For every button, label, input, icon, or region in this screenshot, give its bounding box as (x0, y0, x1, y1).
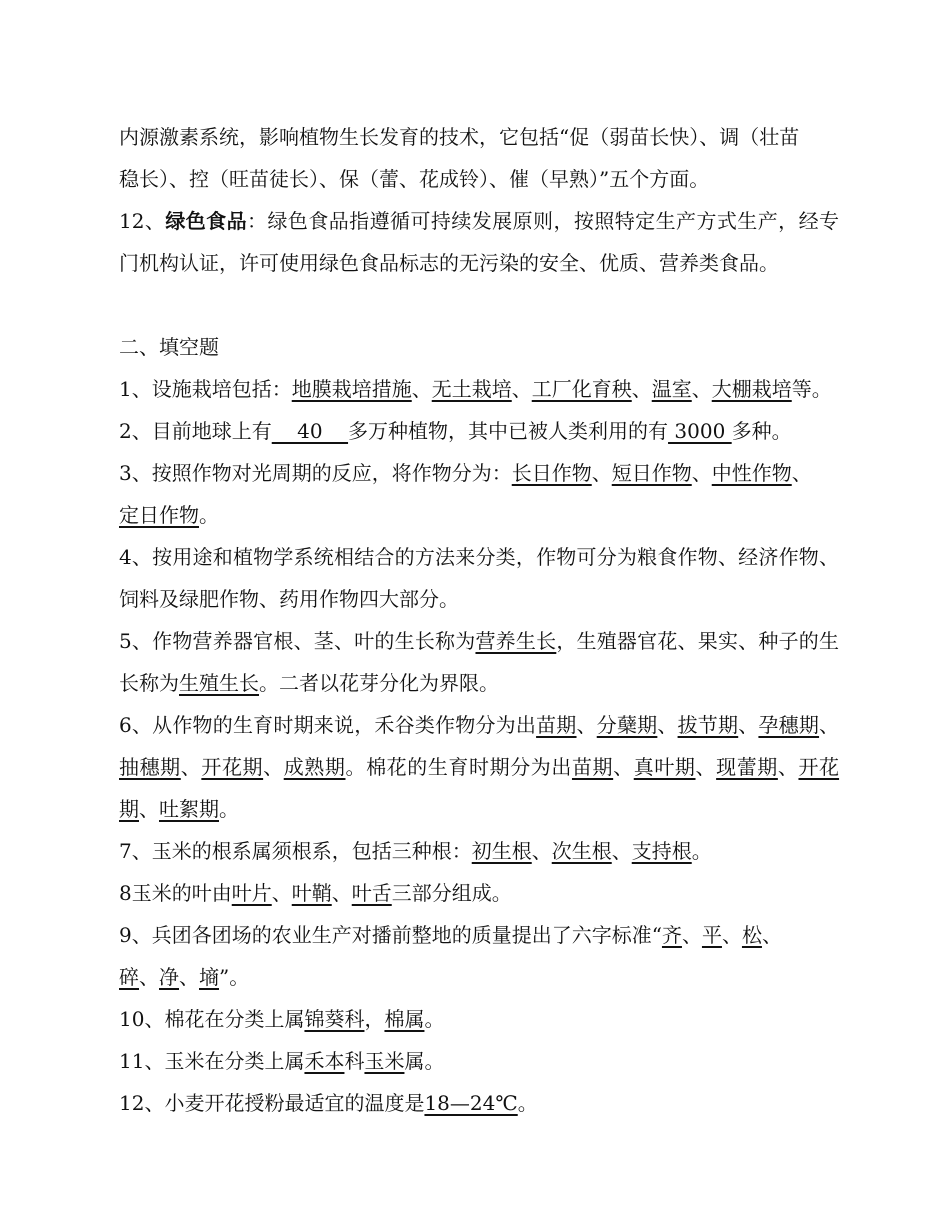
question-text: 2、目前地球上有 (119, 419, 272, 443)
question-text: 。 (199, 503, 219, 527)
question-text: 。 (517, 1091, 538, 1115)
answer-blank: 生殖生长 (179, 671, 259, 695)
separator: 、 (331, 881, 352, 905)
separator: 、 (791, 461, 812, 485)
question-text: 10、棉花在分类上属 (119, 1007, 305, 1031)
answer-blank: 营养生长 (475, 629, 557, 653)
separator: 、 (819, 713, 840, 737)
question-text: 。 (424, 1007, 445, 1031)
answer-blank: 锦葵科 (304, 1007, 365, 1031)
answer-blank: 苗期 (571, 755, 614, 779)
separator: 、 (179, 965, 199, 989)
separator: 、 (139, 797, 159, 821)
answer-blank: 净 (159, 965, 179, 989)
question-text: 9、兵团各团场的农业生产对播前整地的质量提出了六字标准“ (119, 923, 662, 947)
question-text: 三部分组成。 (391, 881, 512, 905)
question-3 (119, 452, 839, 536)
answer-blank: 长日作物 (511, 461, 592, 485)
continued-line-2: 稳长）、控（旺苗徒长）、保（蕾、花成铃）、催（早熟）”五个方面。 (119, 167, 710, 191)
question-text: 。 (691, 839, 712, 863)
separator: 、 (691, 461, 712, 485)
question-6 (119, 704, 839, 830)
question-text: 3、按照作物对光周期的反应，将作物分为： (119, 461, 512, 485)
answer-blank: 碎 (119, 965, 139, 989)
continued-line-1: 内源激素系统，影响植物生长发育的技术，它包括“促（弱苗长快）、调（壮苗 (119, 125, 800, 149)
question-8 (119, 872, 839, 914)
question-5 (119, 620, 839, 704)
question-11 (119, 1040, 839, 1082)
answer-blank: 现蕾期 (716, 755, 778, 779)
answer-blank: 地膜栽培措施 (291, 377, 412, 401)
separator: 、 (531, 839, 552, 863)
answer-blank: 短日作物 (611, 461, 692, 485)
question-7 (119, 830, 839, 872)
question-text: 科 (344, 1049, 365, 1073)
question-text: 。 (219, 797, 239, 821)
question-text: 8玉米的叶由 (119, 881, 232, 905)
question-2 (119, 410, 839, 452)
section-heading: 二、填空题 (119, 335, 219, 359)
question-text: 12、小麦开花授粉最适宜的温度是 (119, 1091, 425, 1115)
separator: 、 (695, 755, 717, 779)
definition-term: 绿色食品 (165, 209, 248, 233)
answer-blank: 温室 (651, 377, 692, 401)
separator: 、 (657, 713, 678, 737)
answer-blank: 无土栽培 (431, 377, 512, 401)
separator: 、 (611, 839, 632, 863)
answer-blank: 孕穗期 (758, 713, 820, 737)
definition-text: 绿色食品指遵循可持续发展原则，按照特定生产方式生产，经专门机构认证，许可使用绿色食品标志的无污染的安全、优质、营养类食品。 (119, 209, 840, 275)
answer-blank: 平 (701, 923, 722, 947)
separator: 、 (263, 755, 284, 779)
answer-blank: 叶鞘 (291, 881, 332, 905)
separator: 、 (777, 755, 799, 779)
separator: 、 (591, 461, 612, 485)
separator: 、 (681, 923, 702, 947)
answer-blank: 吐絮期 (159, 797, 219, 821)
blank-line (119, 284, 839, 326)
answer-blank: 玉米 (364, 1049, 405, 1073)
question-10 (119, 998, 839, 1040)
answer-blank: 成熟期 (283, 755, 346, 779)
question-text: 。二者以花芽分化为界限。 (259, 671, 499, 695)
question-12 (119, 1082, 839, 1124)
answer-blank: 抽穗期 (119, 755, 181, 779)
question-text: 多种。 (731, 419, 792, 443)
separator: 、 (511, 377, 532, 401)
document-body (119, 116, 839, 1124)
answer-blank: 棉属 (384, 1007, 425, 1031)
separator: 、 (411, 377, 432, 401)
answer-blank: 开花期 (201, 755, 264, 779)
question-text: 多万种植物，其中已被人类利用的有 (348, 419, 669, 443)
separator: 、 (139, 965, 159, 989)
question-text: 等。 (791, 377, 832, 401)
question-text: 属。 (404, 1049, 445, 1073)
separator: 、 (576, 713, 597, 737)
separator: ， (364, 1007, 385, 1031)
question-9 (119, 914, 839, 998)
definition-colon: ： (247, 209, 268, 233)
answer-blank: 工厂化育秧 (531, 377, 632, 401)
answer-blank: 初生根 (471, 839, 532, 863)
question-text: 7、玉米的根系属须根系，包括三种根： (119, 839, 472, 863)
answer-blank: 分蘖期 (596, 713, 658, 737)
separator: 、 (631, 377, 652, 401)
question-text: 1、设施栽培包括： (119, 377, 292, 401)
answer-blank: 松 (741, 923, 762, 947)
question-text: 6、从作物的生育时期来说，禾谷类作物分为出 (119, 713, 537, 737)
answer-blank: 墒 (199, 965, 219, 989)
answer-blank: 禾本 (304, 1049, 345, 1073)
separator: 、 (761, 923, 782, 947)
answer-blank: 18—24℃ (424, 1091, 518, 1115)
question-text: ，生殖器官花、果实、种子的生长称为 (119, 629, 840, 695)
answer-blank: 支持根 (631, 839, 692, 863)
answer-blank: 40 (271, 419, 349, 443)
question-4: 4、按用途和植物学系统相结合的方法来分类，作物可分为粮食作物、经济作物、饲料及绿肥作物、药用作物四大部分。 (119, 545, 839, 611)
separator: 、 (271, 881, 292, 905)
separator: 、 (691, 377, 712, 401)
answer-blank: 开花期 (119, 755, 840, 821)
continued-definition (119, 116, 839, 200)
separator: 、 (738, 713, 759, 737)
separator: 、 (613, 755, 634, 779)
answer-blank: 3000 (668, 419, 732, 443)
question-text: ”。 (219, 965, 250, 989)
question-1 (119, 368, 839, 410)
answer-blank: 真叶期 (633, 755, 696, 779)
question-text: 11、玉米在分类上属 (119, 1049, 305, 1073)
answer-blank: 次生根 (551, 839, 612, 863)
answer-blank: 叶片 (231, 881, 272, 905)
separator: 、 (721, 923, 742, 947)
question-text: 5、作物营养器官根、茎、叶的生长称为 (119, 629, 476, 653)
definition-12 (119, 200, 839, 284)
definition-number: 12、 (119, 209, 166, 233)
separator: 、 (180, 755, 202, 779)
answer-blank: 定日作物 (119, 503, 199, 527)
answer-blank: 叶舌 (351, 881, 392, 905)
answer-blank: 苗期 (536, 713, 577, 737)
answer-blank: 拔节期 (677, 713, 739, 737)
question-text: 。棉花的生育时期分为出 (345, 755, 572, 779)
answer-blank: 大棚栽培 (711, 377, 792, 401)
answer-blank: 中性作物 (711, 461, 792, 485)
answer-blank: 齐 (661, 923, 682, 947)
